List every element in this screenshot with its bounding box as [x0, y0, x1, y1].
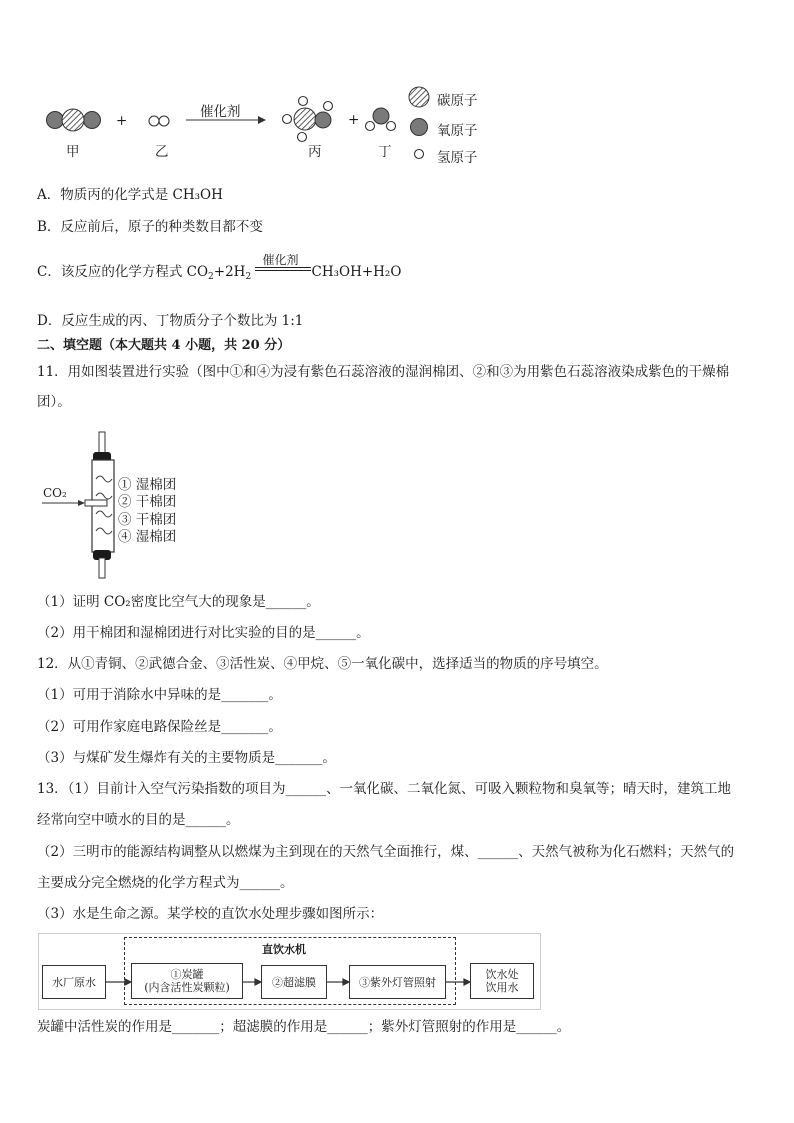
legend	[409, 87, 429, 159]
option-a: A．物质丙的化学式是 CH₃OH	[37, 187, 223, 203]
q13-p1-line1: 13．（1）目前计入空气污染指数的项目为______、一氧化碳、二氧化氮、可吸入颗粒物和臭氧等；晴天时，建筑工地	[37, 781, 732, 797]
molecule-ding	[366, 108, 396, 131]
option-c: C．该反应的化学方程式 $CO_2+2H_2$ 催化剂 CH₃OH+H₂O	[37, 253, 402, 282]
flow-end-line2: 饮用水	[485, 981, 519, 994]
plus-sign: +	[116, 113, 128, 129]
flow-step1-line1: ①炭罐	[170, 968, 204, 981]
legend-oxygen: 氧原子	[437, 123, 478, 139]
co2-label: CO₂	[43, 486, 67, 500]
option-c-products: CH₃OH+H₂O	[311, 264, 402, 280]
q13-p2-line2: 主要成分完全燃烧的化学方程式为______。	[37, 875, 294, 891]
machine-label: 直饮水机	[262, 943, 306, 956]
q11-sub1: （1）证明 CO₂密度比空气大的现象是______。	[37, 594, 320, 610]
q12-stem: 12．从①青铜、②武德合金、③活性炭、④甲烷、⑤一氧化碳中，选择适当的物质的序号填空。	[37, 656, 608, 672]
flow-end-line1: 饮水处	[485, 968, 519, 981]
option-d: D．反应生成的丙、丁物质分子个数比为 1:1	[37, 313, 304, 329]
cotton-label-3: ③ 干棉团	[118, 512, 177, 528]
q13-p3: （3）水是生命之源。某学校的直饮水处理步骤如图所示：	[37, 906, 384, 922]
legend-hydrogen: 氢原子	[437, 150, 478, 166]
flow-step1-line2: (内含活性炭颗粒)	[144, 981, 230, 994]
cotton-label-4: ④ 湿棉团	[118, 529, 177, 545]
label-yi: 乙	[155, 144, 169, 160]
molecule-jia	[47, 109, 101, 131]
flow-arrows	[0, 970, 794, 1000]
molecule-bing	[283, 97, 333, 142]
q11-stem-line2: 团）。	[37, 394, 71, 410]
option-c-catalyst: 催化剂	[262, 253, 299, 267]
label-bing: 丙	[308, 144, 322, 160]
option-b: B．反应前后，原子的种类数目都不变	[37, 219, 263, 235]
catalyst-label: 催化剂	[200, 104, 241, 120]
flow-source: 水厂原水	[42, 965, 106, 999]
cotton-label-2: ② 干棉团	[118, 494, 177, 510]
q13-p2-line1: （2）三明市的能源结构调整从以燃煤为主到现在的天然气全面推行，煤、______、天然气被称为化石燃料；天然气的	[37, 844, 735, 860]
q12-sub1: （1）可用于消除水中异味的是_______。	[37, 687, 282, 703]
q11-sub2: （2）用干棉团和湿棉团进行对比实验的目的是______。	[37, 625, 370, 641]
option-c-left-tail: +2H	[213, 264, 246, 280]
label-ding: 丁	[378, 144, 392, 160]
q11-stem-line1: 11．用如图装置进行实验（图中①和④为浸有紫色石蕊溶液的湿润棉团、②和③为用紫色石蕊溶液染成紫色的干燥棉	[37, 364, 730, 380]
q12-sub2: （2）可用作家庭电路保险丝是_______。	[37, 719, 282, 735]
option-c-prefix: C．该反应的化学方程式 CO	[37, 264, 209, 280]
q13-final: 炭罐中活性炭的作用是_______；超滤膜的作用是______；紫外灯管照射的作用是______。	[37, 1019, 571, 1035]
molecule-yi	[149, 116, 169, 126]
q13-p1-line2: 经常向空中喷水的目的是______。	[37, 812, 240, 828]
legend-carbon: 碳原子	[437, 93, 478, 109]
flow-step3: ③紫外灯管照射	[349, 965, 446, 999]
label-jia: 甲	[66, 144, 80, 160]
plus-sign: +	[348, 112, 360, 128]
section-heading: 二、填空题（本大题共 4 小题，共 20 分）	[37, 338, 291, 353]
cotton-label-1: ① 湿棉团	[118, 477, 177, 493]
flow-step2: ②超滤膜	[261, 965, 327, 999]
q12-sub3: （3）与煤矿发生爆炸有关的主要物质是_______。	[37, 750, 336, 766]
